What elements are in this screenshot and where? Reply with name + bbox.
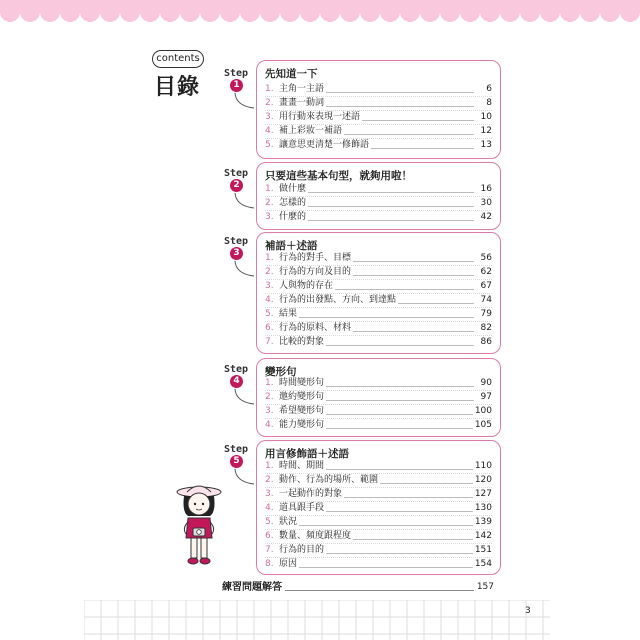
item-page: 67 (480, 281, 492, 291)
item-page: 86 (480, 337, 492, 347)
toc-row[interactable] (265, 252, 492, 265)
toc-row[interactable] (265, 377, 492, 390)
leader-line (308, 197, 474, 207)
toc-row[interactable] (265, 516, 492, 529)
item-number: 3. (265, 489, 274, 499)
step-label-1: Step (224, 68, 249, 79)
item-page: 10 (480, 112, 492, 122)
step-title-2: 只要這些基本句型，就夠用啦！ (265, 170, 412, 182)
item-number: 3. (265, 281, 274, 291)
leader-line (353, 252, 474, 262)
page-title: 目錄 (154, 75, 201, 100)
item-page: 6 (486, 84, 492, 94)
step-number-4: 4 (230, 375, 243, 388)
toc-row[interactable] (265, 266, 492, 279)
item-page: 13 (480, 140, 492, 150)
item-page: 100 (474, 406, 492, 416)
toc-row[interactable] (265, 183, 492, 196)
leader-line (344, 488, 473, 498)
leader-line (285, 581, 474, 591)
item-title: 原因 (279, 559, 298, 569)
toc-row[interactable] (265, 294, 492, 307)
leader-line (326, 336, 474, 346)
item-number: 4. (265, 420, 274, 430)
leader-line (299, 516, 473, 526)
toc-row[interactable] (265, 488, 492, 501)
step-label-2: Step (224, 168, 249, 179)
toc-row[interactable] (265, 139, 492, 152)
step-label-3: Step (224, 236, 249, 247)
scalloped-header-band (0, 0, 640, 24)
item-number: 5. (265, 517, 274, 527)
toc-row[interactable] (265, 530, 492, 543)
leader-line (344, 125, 474, 135)
item-title: 用行動來表現一述語 (279, 112, 361, 122)
item-number: 8. (265, 559, 274, 569)
item-number: 2. (265, 198, 274, 208)
item-title: 人與物的存在 (279, 281, 334, 291)
item-page: 8 (486, 98, 492, 108)
item-number: 5. (265, 309, 274, 319)
toc-row[interactable] (265, 558, 492, 571)
item-title: 時間、期間 (279, 461, 325, 471)
item-title: 行為的方向及目的 (279, 267, 352, 277)
toc-row[interactable] (265, 322, 492, 335)
toc-row[interactable] (265, 211, 492, 224)
practice-page: 157 (476, 582, 494, 592)
leader-line (326, 97, 474, 107)
step-number-5: 5 (230, 455, 243, 468)
item-title: 怎樣的 (279, 198, 307, 208)
item-title: 動作、行為的場所、範圍 (279, 475, 379, 485)
item-page: 30 (480, 198, 492, 208)
item-page: 110 (474, 461, 492, 471)
item-page: 142 (474, 531, 492, 541)
toc-row[interactable] (265, 197, 492, 210)
item-page: 12 (480, 126, 492, 136)
toc-row[interactable] (265, 544, 492, 557)
footer-grid (84, 600, 550, 640)
item-title: 行為的原料、材料 (279, 323, 352, 333)
item-page: 154 (474, 559, 492, 569)
item-title: 主角一主語 (279, 84, 325, 94)
toc-row[interactable] (265, 308, 492, 321)
item-number: 5. (265, 140, 274, 150)
leader-line (326, 544, 473, 554)
item-number: 4. (265, 126, 274, 136)
item-number: 6. (265, 531, 274, 541)
leader-line (326, 419, 473, 429)
contents-badge: contents (152, 50, 204, 68)
item-title: 邀約變形句 (279, 392, 325, 402)
practice-answers-row[interactable] (222, 581, 494, 594)
step-connector-1 (232, 92, 258, 112)
item-number: 7. (265, 545, 274, 555)
leader-line (353, 530, 473, 540)
item-title: 讓意思更清楚一修飾語 (279, 140, 370, 150)
leader-line (353, 266, 474, 276)
item-page: 62 (480, 267, 492, 277)
step-connector-3 (232, 260, 258, 280)
item-number: 2. (265, 267, 274, 277)
item-page: 82 (480, 323, 492, 333)
step-box-1 (256, 60, 501, 159)
item-page: 74 (480, 295, 492, 305)
item-title: 時間變形句 (279, 378, 325, 388)
item-title: 行為的出發點、方向、到達點 (279, 295, 397, 305)
leader-line (380, 474, 473, 484)
item-number: 1. (265, 253, 274, 263)
item-number: 7. (265, 337, 274, 347)
leader-line (299, 558, 473, 568)
item-title: 比較的對象 (279, 337, 325, 347)
leader-line (308, 183, 474, 193)
leader-line (362, 111, 474, 121)
step-title-5: 用言修飾語＋述語 (265, 448, 349, 460)
step-box-4 (256, 358, 501, 437)
item-title: 行為的目的 (279, 545, 325, 555)
item-page: 56 (480, 253, 492, 263)
step-number-1: 1 (230, 79, 243, 92)
item-page: 151 (474, 545, 492, 555)
item-title: 補上彩妝一補語 (279, 126, 343, 136)
item-title: 一起動作的對象 (279, 489, 343, 499)
leader-line (308, 211, 474, 221)
item-number: 2. (265, 475, 274, 485)
practice-title: 練習問題解答 (222, 582, 282, 593)
step-box-5 (256, 440, 501, 575)
item-page: 127 (474, 489, 492, 499)
step-title-3: 補語＋述語 (265, 240, 318, 252)
item-number: 2. (265, 392, 274, 402)
item-number: 1. (265, 461, 274, 471)
item-number: 4. (265, 503, 274, 513)
leader-line (326, 502, 473, 512)
toc-row[interactable] (265, 97, 492, 110)
item-number: 6. (265, 323, 274, 333)
leader-line (326, 405, 473, 415)
step-number-2: 2 (230, 179, 243, 192)
leader-line (326, 460, 473, 470)
toc-row[interactable] (265, 125, 492, 138)
leader-line (299, 308, 474, 318)
item-number: 3. (265, 112, 274, 122)
item-title: 狀況 (279, 517, 298, 527)
leader-line (326, 83, 474, 93)
item-page: 90 (480, 378, 492, 388)
item-number: 1. (265, 84, 274, 94)
item-page: 79 (480, 309, 492, 319)
item-page: 120 (474, 475, 492, 485)
item-title: 做什麼 (279, 184, 307, 194)
item-title: 希望變形句 (279, 406, 325, 416)
toc-row[interactable] (265, 280, 492, 293)
item-page: 16 (480, 184, 492, 194)
toc-row[interactable] (265, 502, 492, 515)
item-page: 42 (480, 212, 492, 222)
toc-row[interactable] (265, 336, 492, 349)
toc-row[interactable] (265, 83, 492, 96)
leader-line (371, 139, 474, 149)
leader-line (326, 391, 474, 401)
item-number: 1. (265, 378, 274, 388)
item-title: 數量、頻度跟程度 (279, 531, 352, 541)
step-connector-5 (232, 468, 258, 488)
item-number: 2. (265, 98, 274, 108)
toc-row[interactable] (265, 419, 492, 432)
item-number: 3. (265, 406, 274, 416)
step-label-5: Step (224, 444, 249, 455)
toc-row[interactable] (265, 405, 492, 418)
step-label-4: Step (224, 364, 249, 375)
step-connector-4 (232, 388, 258, 408)
toc-row[interactable] (265, 391, 492, 404)
item-page: 97 (480, 392, 492, 402)
item-title: 道具跟手段 (279, 503, 325, 513)
toc-row[interactable] (265, 474, 492, 487)
step-number-3: 3 (230, 247, 243, 260)
leader-line (353, 322, 474, 332)
item-page: 139 (474, 517, 492, 527)
item-title: 結果 (279, 309, 298, 319)
leader-line (335, 280, 474, 290)
step-box-3 (256, 232, 501, 354)
page-number: 3 (525, 606, 531, 616)
step-title-1: 先知道一下 (265, 68, 318, 80)
leader-line (398, 294, 474, 304)
toc-row[interactable] (265, 460, 492, 473)
item-title: 什麼的 (279, 212, 307, 222)
item-number: 4. (265, 295, 274, 305)
step-title-4: 變形句 (265, 366, 297, 378)
step-box-2 (256, 162, 501, 230)
toc-row[interactable] (265, 111, 492, 124)
leader-line (326, 377, 474, 387)
step-connector-2 (232, 192, 258, 212)
item-title: 畫畫一動詞 (279, 98, 325, 108)
item-title: 行為的對手、目標 (279, 253, 352, 263)
item-page: 130 (474, 503, 492, 513)
item-page: 105 (474, 420, 492, 430)
item-title: 能力變形句 (279, 420, 325, 430)
cartoon-girl-with-hat-icon (172, 482, 226, 566)
item-number: 1. (265, 184, 274, 194)
item-number: 3. (265, 212, 274, 222)
